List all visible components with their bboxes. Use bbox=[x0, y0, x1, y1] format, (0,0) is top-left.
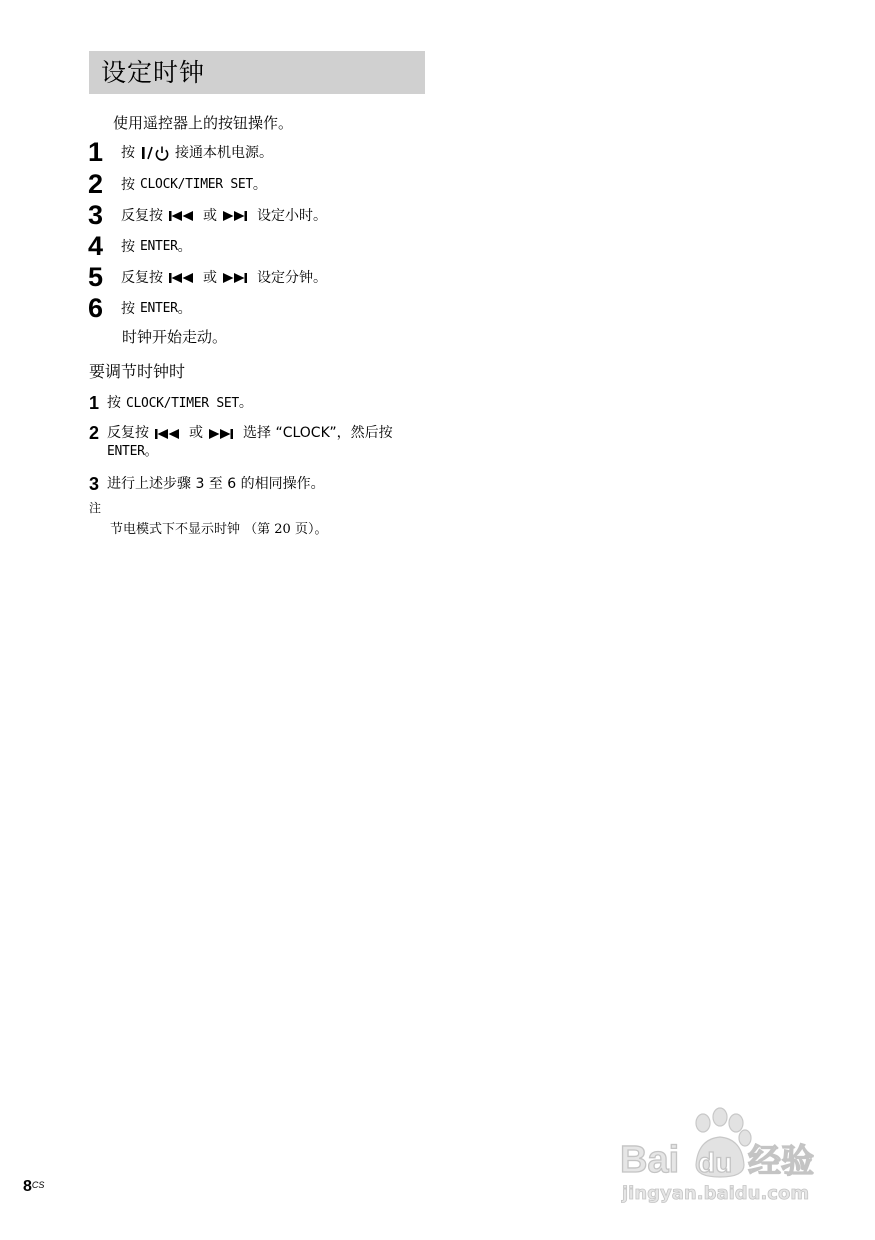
step-text-continued: ENTER。 bbox=[107, 444, 158, 459]
previous-track-icon bbox=[169, 269, 197, 287]
page-number bbox=[23, 1177, 44, 1197]
page-title: 设定时钟 bbox=[101, 58, 206, 87]
step-text bbox=[121, 207, 327, 225]
watermark-url: jingyan.baidu.com bbox=[622, 1183, 810, 1204]
step-text-post: 。 bbox=[238, 395, 253, 411]
note-label: 注 bbox=[89, 501, 102, 515]
next-track-icon bbox=[223, 207, 251, 225]
step-text-post: 。 bbox=[177, 301, 192, 317]
previous-track-icon bbox=[155, 425, 183, 443]
step-text-pre: 按 bbox=[121, 239, 135, 255]
step-text-post: 。 bbox=[177, 239, 192, 255]
step-number: 3 bbox=[89, 474, 100, 494]
step-number: 2 bbox=[89, 423, 100, 443]
intro-text: 使用遥控器上的按钮操作。 bbox=[113, 114, 294, 132]
step-text-post: 设定分钟。 bbox=[257, 270, 327, 286]
button-name: ENTER bbox=[140, 301, 178, 316]
baidu-jingyan-watermark bbox=[600, 1105, 850, 1215]
step-text bbox=[121, 176, 267, 194]
next-track-icon bbox=[223, 269, 251, 287]
step-text bbox=[107, 394, 253, 413]
step-text-pre: 按 bbox=[107, 395, 121, 411]
step-text-pre: 反复按 bbox=[107, 425, 149, 441]
step-number: 3 bbox=[88, 200, 104, 230]
button-name: ENTER bbox=[140, 239, 178, 254]
step-text bbox=[107, 424, 393, 443]
power-icon bbox=[141, 144, 169, 162]
adjust-heading: 要调节时钟时 bbox=[89, 362, 186, 381]
step-text-post: 选择 “CLOCK”，然后按 bbox=[243, 425, 393, 441]
step-number: 1 bbox=[89, 393, 100, 413]
note-text: 节电模式下不显示时钟 （第 20 页）。 bbox=[110, 522, 328, 537]
step-text-post: 。 bbox=[252, 177, 267, 193]
step-text-or: 或 bbox=[203, 270, 217, 286]
step-text-post: 设定小时。 bbox=[257, 208, 327, 224]
step-number: 4 bbox=[88, 231, 104, 261]
step-text-pre: 反复按 bbox=[121, 270, 163, 286]
section-title-bar bbox=[89, 51, 425, 94]
page-number-suffix: CS bbox=[31, 1180, 45, 1190]
watermark-brand-latin-1: Bai bbox=[620, 1139, 680, 1181]
next-track-icon bbox=[209, 425, 237, 443]
watermark-brand-latin-2: du bbox=[698, 1147, 733, 1178]
step-number: 1 bbox=[88, 137, 104, 167]
step-text-pre: 按 bbox=[121, 145, 135, 161]
button-name: CLOCK/TIMER SET bbox=[126, 396, 239, 411]
step-number: 2 bbox=[88, 169, 104, 199]
step-text-pre: 按 bbox=[121, 301, 135, 317]
page-number-value: 8 bbox=[23, 1178, 32, 1195]
step-text-or: 或 bbox=[203, 208, 217, 224]
watermark-brand-cn: 经验 bbox=[748, 1141, 814, 1180]
step-text bbox=[121, 238, 192, 256]
step-number: 5 bbox=[88, 262, 104, 292]
step-text: 进行上述步骤 3 至 6 的相同操作。 bbox=[107, 476, 325, 492]
step-text-pre: 按 bbox=[121, 177, 135, 193]
step-text bbox=[121, 144, 273, 162]
step-text-post: 接通本机电源。 bbox=[175, 145, 273, 161]
step-text bbox=[121, 300, 192, 318]
step-6-result: 时钟开始走动。 bbox=[122, 328, 228, 346]
step-number: 6 bbox=[88, 293, 104, 323]
previous-track-icon bbox=[169, 207, 197, 225]
button-name: CLOCK/TIMER SET bbox=[140, 177, 253, 192]
step-text bbox=[121, 269, 327, 287]
step-text-or: 或 bbox=[189, 425, 203, 441]
step-text-pre: 反复按 bbox=[121, 208, 163, 224]
